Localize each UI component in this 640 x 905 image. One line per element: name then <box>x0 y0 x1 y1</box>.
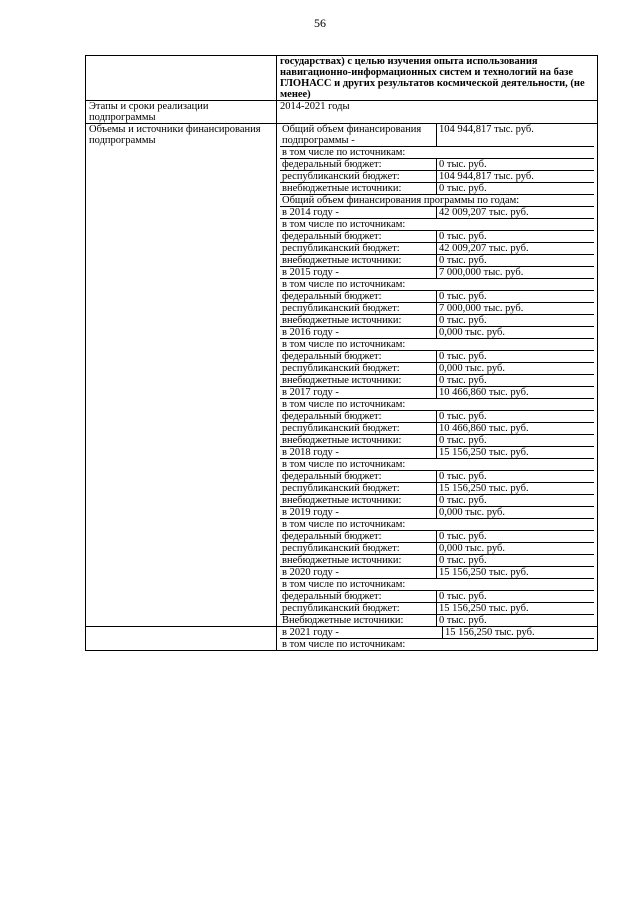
finance-line <box>280 435 594 447</box>
finance-line-amount: 15 156,250 тыс. руб. <box>437 603 595 615</box>
finance-line-key: республиканский бюджет: <box>280 603 437 615</box>
finance-line-key: в 2016 году - <box>280 327 437 339</box>
finance-line-key: федеральный бюджет: <box>280 291 437 303</box>
finance-line <box>280 327 594 339</box>
finance-line <box>280 591 594 603</box>
finance-line <box>280 543 594 555</box>
finance-line <box>280 519 594 531</box>
finance-line <box>280 255 594 267</box>
finance-line <box>280 267 594 279</box>
finance-line <box>280 207 594 219</box>
finance-row <box>86 124 598 627</box>
finance-line <box>280 459 594 471</box>
finance-line <box>280 231 594 243</box>
finance-line-key: внебюджетные источники: <box>280 255 437 267</box>
stages-row <box>86 101 598 124</box>
finance-line <box>280 579 594 591</box>
finance-line-key: федеральный бюджет: <box>280 231 437 243</box>
finance-line-text: в том числе по источникам: <box>280 579 594 591</box>
finance-line <box>280 423 594 435</box>
finance-line-amount: 0 тыс. руб. <box>437 435 595 447</box>
finance-line <box>280 339 594 351</box>
finance-line-key: федеральный бюджет: <box>280 471 437 483</box>
finance-line-key: внебюджетные источники: <box>280 375 437 387</box>
finance-line-text: в том числе по источникам: <box>280 219 594 231</box>
finance-line <box>280 567 594 579</box>
finance-line-text: Общий объем финансирования программы по годам: <box>280 195 594 207</box>
finance-line-text: в том числе по источникам: <box>280 147 594 159</box>
finance-line-key: федеральный бюджет: <box>280 411 437 423</box>
finance-line-amount: 0 тыс. руб. <box>437 255 595 267</box>
finance-line <box>280 447 594 459</box>
finance-line-amount: 0 тыс. руб. <box>437 531 595 543</box>
finance-line <box>280 603 594 615</box>
finance-line-amount: 0,000 тыс. руб. <box>437 327 595 339</box>
finance-line <box>280 531 594 543</box>
finance-line-key: федеральный бюджет: <box>280 591 437 603</box>
year-2021-label-cell <box>86 627 277 651</box>
finance-line <box>280 639 594 651</box>
finance-line-amount: 0 тыс. руб. <box>437 351 595 363</box>
finance-line <box>280 351 594 363</box>
finance-line <box>280 471 594 483</box>
finance-line-key: Внебюджетные источники: <box>280 615 437 627</box>
finance-line <box>280 279 594 291</box>
finance-line <box>280 171 594 183</box>
finance-breakdown-table <box>280 124 594 626</box>
finance-line <box>280 615 594 627</box>
finance-line-key: в 2019 году - <box>280 507 437 519</box>
finance-line <box>280 507 594 519</box>
finance-line-key: республиканский бюджет: <box>280 171 437 183</box>
finance-line-amount: 0 тыс. руб. <box>437 291 595 303</box>
finance-line-key: внебюджетные источники: <box>280 183 437 195</box>
finance-line-amount: 0,000 тыс. руб. <box>437 507 595 519</box>
finance-line-amount: 0 тыс. руб. <box>437 555 595 567</box>
finance-line-amount: 0 тыс. руб. <box>437 231 595 243</box>
stages-value: 2014-2021 годы <box>277 101 598 124</box>
finance-line-amount: 0 тыс. руб. <box>437 615 595 627</box>
finance-line-amount: 15 156,250 тыс. руб. <box>437 447 595 459</box>
finance-line-amount: 0 тыс. руб. <box>437 159 595 171</box>
finance-line <box>280 147 594 159</box>
finance-line-amount: 0 тыс. руб. <box>437 411 595 423</box>
finance-line <box>280 124 594 147</box>
finance-line-amount: 0 тыс. руб. <box>437 315 595 327</box>
finance-line-key: в 2021 году - <box>280 627 443 639</box>
year-2021-breakdown-table <box>280 627 594 650</box>
finance-line-amount: 42 009,207 тыс. руб. <box>437 243 595 255</box>
finance-line-key: республиканский бюджет: <box>280 543 437 555</box>
intro-row <box>86 56 598 101</box>
finance-line <box>280 303 594 315</box>
finance-line-key: республиканский бюджет: <box>280 363 437 375</box>
finance-line-amount: 0,000 тыс. руб. <box>437 363 595 375</box>
finance-line-amount: 10 466,860 тыс. руб. <box>437 423 595 435</box>
finance-line-key: республиканский бюджет: <box>280 303 437 315</box>
finance-line-amount: 7 000,000 тыс. руб. <box>437 267 595 279</box>
finance-line <box>280 243 594 255</box>
finance-line <box>280 363 594 375</box>
finance-line-amount: 7 000,000 тыс. руб. <box>437 303 595 315</box>
finance-line-amount: 10 466,860 тыс. руб. <box>437 387 595 399</box>
finance-line-amount: 15 156,250 тыс. руб. <box>443 627 595 639</box>
finance-line-text: в том числе по источникам: <box>280 639 594 651</box>
finance-line <box>280 555 594 567</box>
finance-line <box>280 411 594 423</box>
finance-line-key: в 2014 году - <box>280 207 437 219</box>
finance-line-amount: 0 тыс. руб. <box>437 591 595 603</box>
finance-line-amount: 15 156,250 тыс. руб. <box>437 483 595 495</box>
finance-content <box>277 124 598 627</box>
passport-table <box>85 55 598 651</box>
finance-line <box>280 387 594 399</box>
finance-line-key: в 2018 году - <box>280 447 437 459</box>
finance-line-key: федеральный бюджет: <box>280 351 437 363</box>
finance-line-amount: 0,000 тыс. руб. <box>437 543 595 555</box>
finance-line <box>280 315 594 327</box>
finance-line-key: в 2020 году - <box>280 567 437 579</box>
finance-line-key: внебюджетные источники: <box>280 315 437 327</box>
finance-line <box>280 399 594 411</box>
finance-line-amount: 0 тыс. руб. <box>437 375 595 387</box>
page-number: 56 <box>314 16 326 30</box>
finance-line-text: в том числе по источникам: <box>280 459 594 471</box>
finance-line <box>280 159 594 171</box>
finance-line-key: Общий объем финансирования подпрограммы - <box>280 124 437 147</box>
finance-line-key: внебюджетные источники: <box>280 495 437 507</box>
finance-line-amount: 104 944,817 тыс. руб. <box>437 124 595 147</box>
finance-line-amount: 15 156,250 тыс. руб. <box>437 567 595 579</box>
finance-line <box>280 291 594 303</box>
finance-line <box>280 627 594 639</box>
finance-line <box>280 195 594 207</box>
finance-line-key: федеральный бюджет: <box>280 531 437 543</box>
finance-line-amount: 0 тыс. руб. <box>437 495 595 507</box>
year-2021-row <box>86 627 598 651</box>
intro-label-cell <box>86 56 277 101</box>
finance-line-text: в том числе по источникам: <box>280 339 594 351</box>
finance-line-text: в том числе по источникам: <box>280 519 594 531</box>
finance-line <box>280 183 594 195</box>
finance-line-text: в том числе по источникам: <box>280 279 594 291</box>
finance-line-key: федеральный бюджет: <box>280 159 437 171</box>
finance-line-key: внебюджетные источники: <box>280 555 437 567</box>
finance-line-key: республиканский бюджет: <box>280 423 437 435</box>
finance-line-key: внебюджетные источники: <box>280 435 437 447</box>
intro-text: государствах) с целью изучения опыта использования навигационно-информационных систем и технологий на базе ГЛОНАСС и других результатов космической деятельности, (не менее) <box>277 56 598 101</box>
finance-line-key: в 2015 году - <box>280 267 437 279</box>
finance-line <box>280 495 594 507</box>
finance-line-text: в том числе по источникам: <box>280 399 594 411</box>
finance-line <box>280 375 594 387</box>
finance-line-key: в 2017 году - <box>280 387 437 399</box>
year-2021-content <box>277 627 598 651</box>
finance-line-amount: 104 944,817 тыс. руб. <box>437 171 595 183</box>
finance-line-key: республиканский бюджет: <box>280 243 437 255</box>
finance-label: Объемы и источники финансирования подпрограммы <box>86 124 277 627</box>
finance-line-amount: 42 009,207 тыс. руб. <box>437 207 595 219</box>
finance-line <box>280 483 594 495</box>
stages-label: Этапы и сроки реализации подпрограммы <box>86 101 277 124</box>
finance-line-key: республиканский бюджет: <box>280 483 437 495</box>
finance-line-amount: 0 тыс. руб. <box>437 471 595 483</box>
finance-line-amount: 0 тыс. руб. <box>437 183 595 195</box>
finance-line <box>280 219 594 231</box>
